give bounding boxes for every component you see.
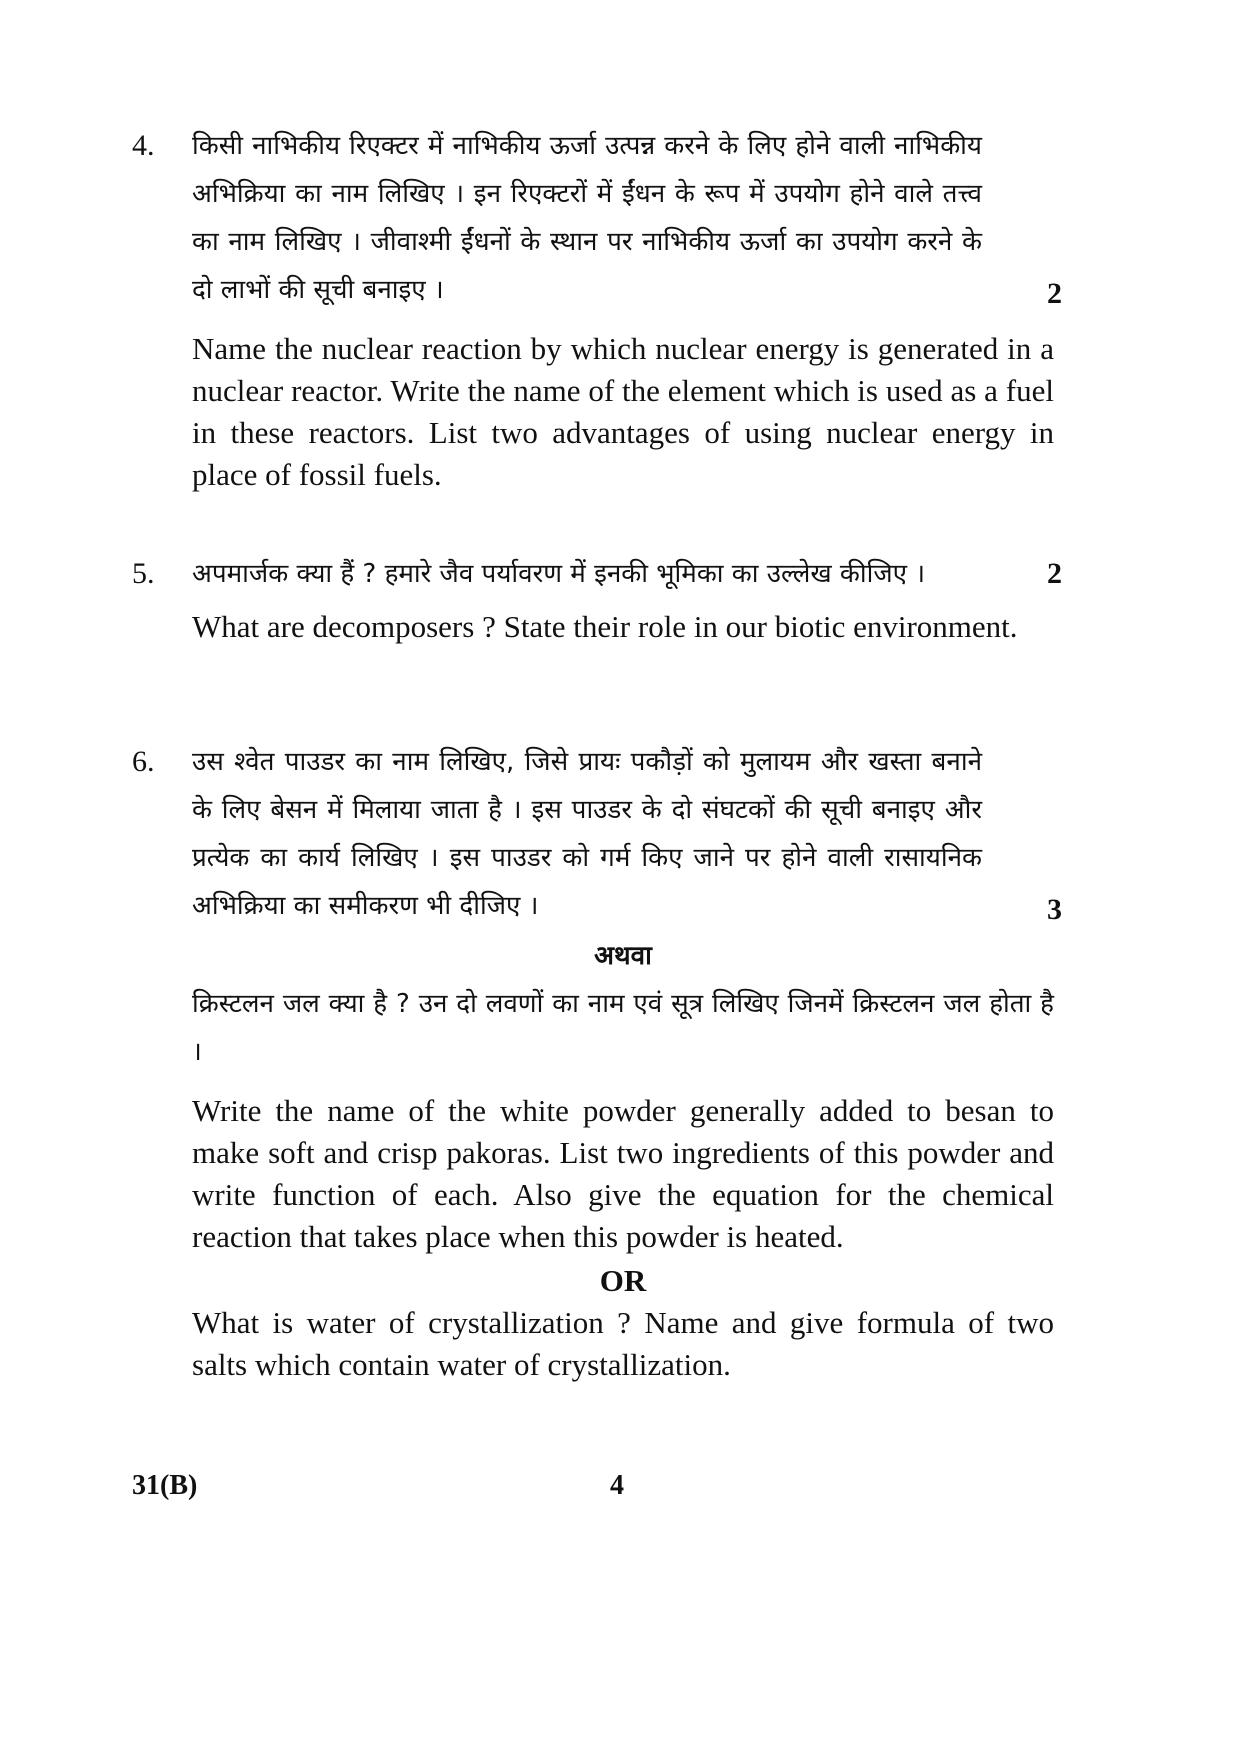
page-number: 4 bbox=[610, 1470, 624, 1501]
question-marks: 3 bbox=[1047, 893, 1062, 926]
paper-code: 31(B) bbox=[132, 1470, 198, 1501]
question-4 bbox=[132, 122, 1062, 502]
or-separator-hindi: अथवा bbox=[594, 941, 652, 971]
alternative-question-english: What is water of crystallization ? Name and give formula of two salts which contain water of crystallization. bbox=[192, 1305, 1054, 1382]
question-marks: 2 bbox=[1047, 277, 1062, 310]
question-6 bbox=[132, 738, 1062, 1428]
question-text-hindi: अपमार्जक क्या हैं ? हमारे जैव पर्यावरण में इनकी भूमिका का उल्लेख कीजिए । bbox=[192, 559, 926, 589]
question-text-english: Write the name of the white powder generally added to besan to make soft and crisp pakoras. List two ingredients of this powder and write function of each. Also give the equation for the chemical reaction that takes place when this powder is heated. bbox=[192, 1093, 1054, 1254]
question-text-english: Name the nuclear reaction by which nuclear energy is generated in a nuclear reactor. Write the name of the element which is used as a fuel in these reactors. List two advantages of using nuclear energy in place of fossil fuels. bbox=[192, 331, 1054, 492]
question-text-hindi: किसी नाभिकीय रिएक्टर में नाभिकीय ऊर्जा उत्पन्न करने के लिए होने वाली नाभिकीय अभिक्रिया का नाम लिखिए । इन रिएक्टरों में ईंधन के रूप में उपयोग होने वाले तत्त्व का नाम लिखिए । जीवाश्मी ईंधनों के स्थान पर नाभिकीय ऊर्जा का उपयोग करने के दो लाभों की सूची बनाइए । bbox=[192, 131, 982, 305]
question-text-hindi: उस श्वेत पाउडर का नाम लिखिए, जिसे प्रायः पकौड़ों को मुलायम और खस्ता बनाने के लिए बेसन में मिलाया जाता है । इस पाउडर के दो संघटकों की सूची बनाइए और प्रत्येक का कार्य लिखिए । इस पाउडर को गर्म किए जाने पर होने वाली रासायनिक अभिक्रिया का समीकरण भी दीजिए । bbox=[192, 747, 982, 921]
question-body bbox=[192, 122, 1054, 496]
question-marks: 2 bbox=[1047, 557, 1062, 590]
question-number: 6. bbox=[132, 745, 155, 778]
question-5 bbox=[132, 550, 1062, 690]
question-body bbox=[192, 550, 1054, 648]
question-number: 4. bbox=[132, 129, 155, 162]
question-body bbox=[192, 738, 1054, 1386]
or-separator-english: OR bbox=[599, 1263, 647, 1298]
question-text-english: What are decomposers ? State their role in our biotic environment. bbox=[192, 609, 1018, 644]
question-number: 5. bbox=[132, 557, 155, 590]
alternative-question-hindi: क्रिस्टलन जल क्या है ? उन दो लवणों का नाम एवं सूत्र लिखिए जिनमें क्रिस्टलन जल होता है । bbox=[192, 989, 1054, 1067]
